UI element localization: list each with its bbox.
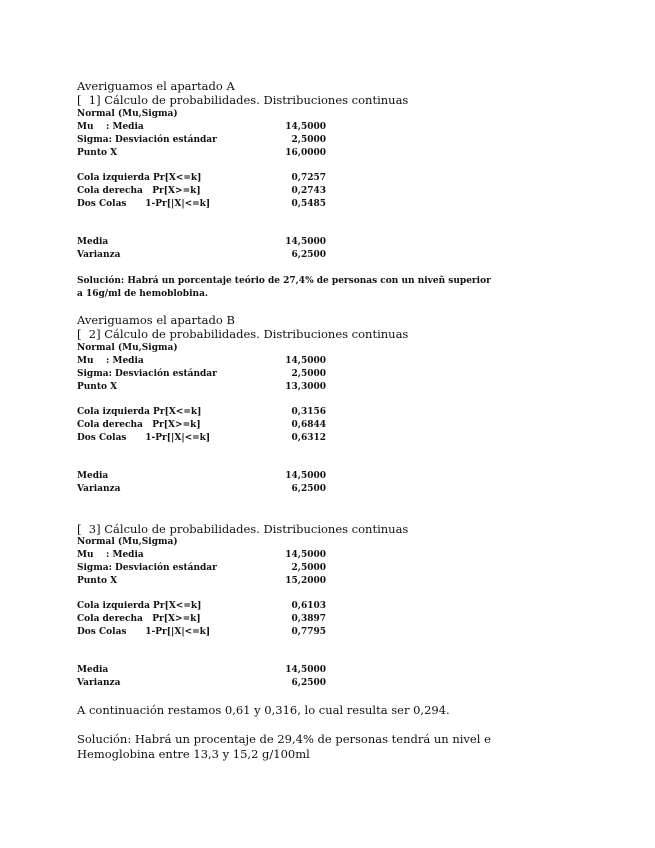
- row-value: 0,3897: [291, 614, 326, 624]
- section-a-distribution: Normal (Mu,Sigma): [77, 109, 178, 119]
- row-label: Sigma: Desviación estándar: [77, 563, 217, 573]
- row-label: Punto X: [77, 576, 118, 586]
- row-label: Sigma: Desviación estándar: [77, 369, 217, 379]
- row-value: 0,3156: [291, 407, 326, 417]
- row-value: 0,5485: [291, 199, 326, 209]
- row-label: Mu : Media: [77, 356, 144, 366]
- section-a-solution-line-1: Solución: Habrá un porcentaje teório de 27,4% de personas con un niveñ superior: [77, 276, 491, 286]
- row-label: Cola derecha Pr[X>=k]: [77, 186, 201, 196]
- section-a-title: [ 1] Cálculo de probabilidades. Distribuciones continuas: [77, 93, 409, 107]
- section-c-title: [ 3] Cálculo de probabilidades. Distribuciones continuas: [77, 522, 409, 536]
- row-value: 6,2500: [291, 484, 326, 494]
- row-value: 0,2743: [291, 186, 326, 196]
- section-b-distribution: Normal (Mu,Sigma): [77, 343, 178, 353]
- row-label: Media: [77, 665, 109, 675]
- row-value: 0,6312: [291, 433, 326, 443]
- row-value: 2,5000: [291, 563, 326, 573]
- row-label: Cola izquierda Pr[X<=k]: [77, 601, 202, 611]
- row-value: 16,0000: [285, 148, 326, 158]
- row-label: Varianza: [77, 484, 121, 494]
- section-b-heading: Averiguamos el apartado B: [77, 313, 235, 327]
- row-label: Punto X: [77, 382, 118, 392]
- row-label: Mu : Media: [77, 122, 144, 132]
- row-label: Dos Colas 1-Pr[|X|<=k]: [77, 627, 211, 637]
- row-label: Cola izquierda Pr[X<=k]: [77, 173, 202, 183]
- row-label: Cola derecha Pr[X>=k]: [77, 614, 201, 624]
- row-value: 14,5000: [285, 122, 326, 132]
- row-value: 13,3000: [285, 382, 326, 392]
- section-c-distribution: Normal (Mu,Sigma): [77, 537, 178, 547]
- row-value: 14,5000: [285, 356, 326, 366]
- row-value: 2,5000: [291, 135, 326, 145]
- row-value: 2,5000: [291, 369, 326, 379]
- row-value: 6,2500: [291, 250, 326, 260]
- final-solution-line-2: Hemoglobina entre 13,3 y 15,2 g/100ml: [77, 747, 310, 761]
- row-value: 15,2000: [285, 576, 326, 586]
- row-value: 0,7795: [291, 627, 326, 637]
- row-label: Sigma: Desviación estándar: [77, 135, 217, 145]
- row-value: 0,6103: [291, 601, 326, 611]
- row-label: Dos Colas 1-Pr[|X|<=k]: [77, 433, 211, 443]
- row-label: Dos Colas 1-Pr[|X|<=k]: [77, 199, 211, 209]
- section-a-heading: Averiguamos el apartado A: [77, 79, 235, 93]
- row-label: Cola izquierda Pr[X<=k]: [77, 407, 202, 417]
- conclusion-text: A continuación restamos 0,61 y 0,316, lo cual resulta ser 0,294.: [77, 703, 450, 717]
- row-label: Media: [77, 471, 109, 481]
- row-label: Media: [77, 237, 109, 247]
- row-label: Cola derecha Pr[X>=k]: [77, 420, 201, 430]
- row-value: 14,5000: [285, 550, 326, 560]
- row-value: 0,7257: [291, 173, 326, 183]
- section-b-title: [ 2] Cálculo de probabilidades. Distribuciones continuas: [77, 327, 409, 341]
- final-solution-line-1: Solución: Habrá un procentaje de 29,4% de personas tendrá un nivel e: [77, 732, 491, 746]
- row-label: Varianza: [77, 250, 121, 260]
- section-a-solution-line-2: a 16g/ml de hemoblobina.: [77, 289, 209, 299]
- row-value: 14,5000: [285, 471, 326, 481]
- row-value: 6,2500: [291, 678, 326, 688]
- row-value: 14,5000: [285, 237, 326, 247]
- row-label: Punto X: [77, 148, 118, 158]
- row-value: 0,6844: [291, 420, 326, 430]
- row-label: Mu : Media: [77, 550, 144, 560]
- row-label: Varianza: [77, 678, 121, 688]
- row-value: 14,5000: [285, 665, 326, 675]
